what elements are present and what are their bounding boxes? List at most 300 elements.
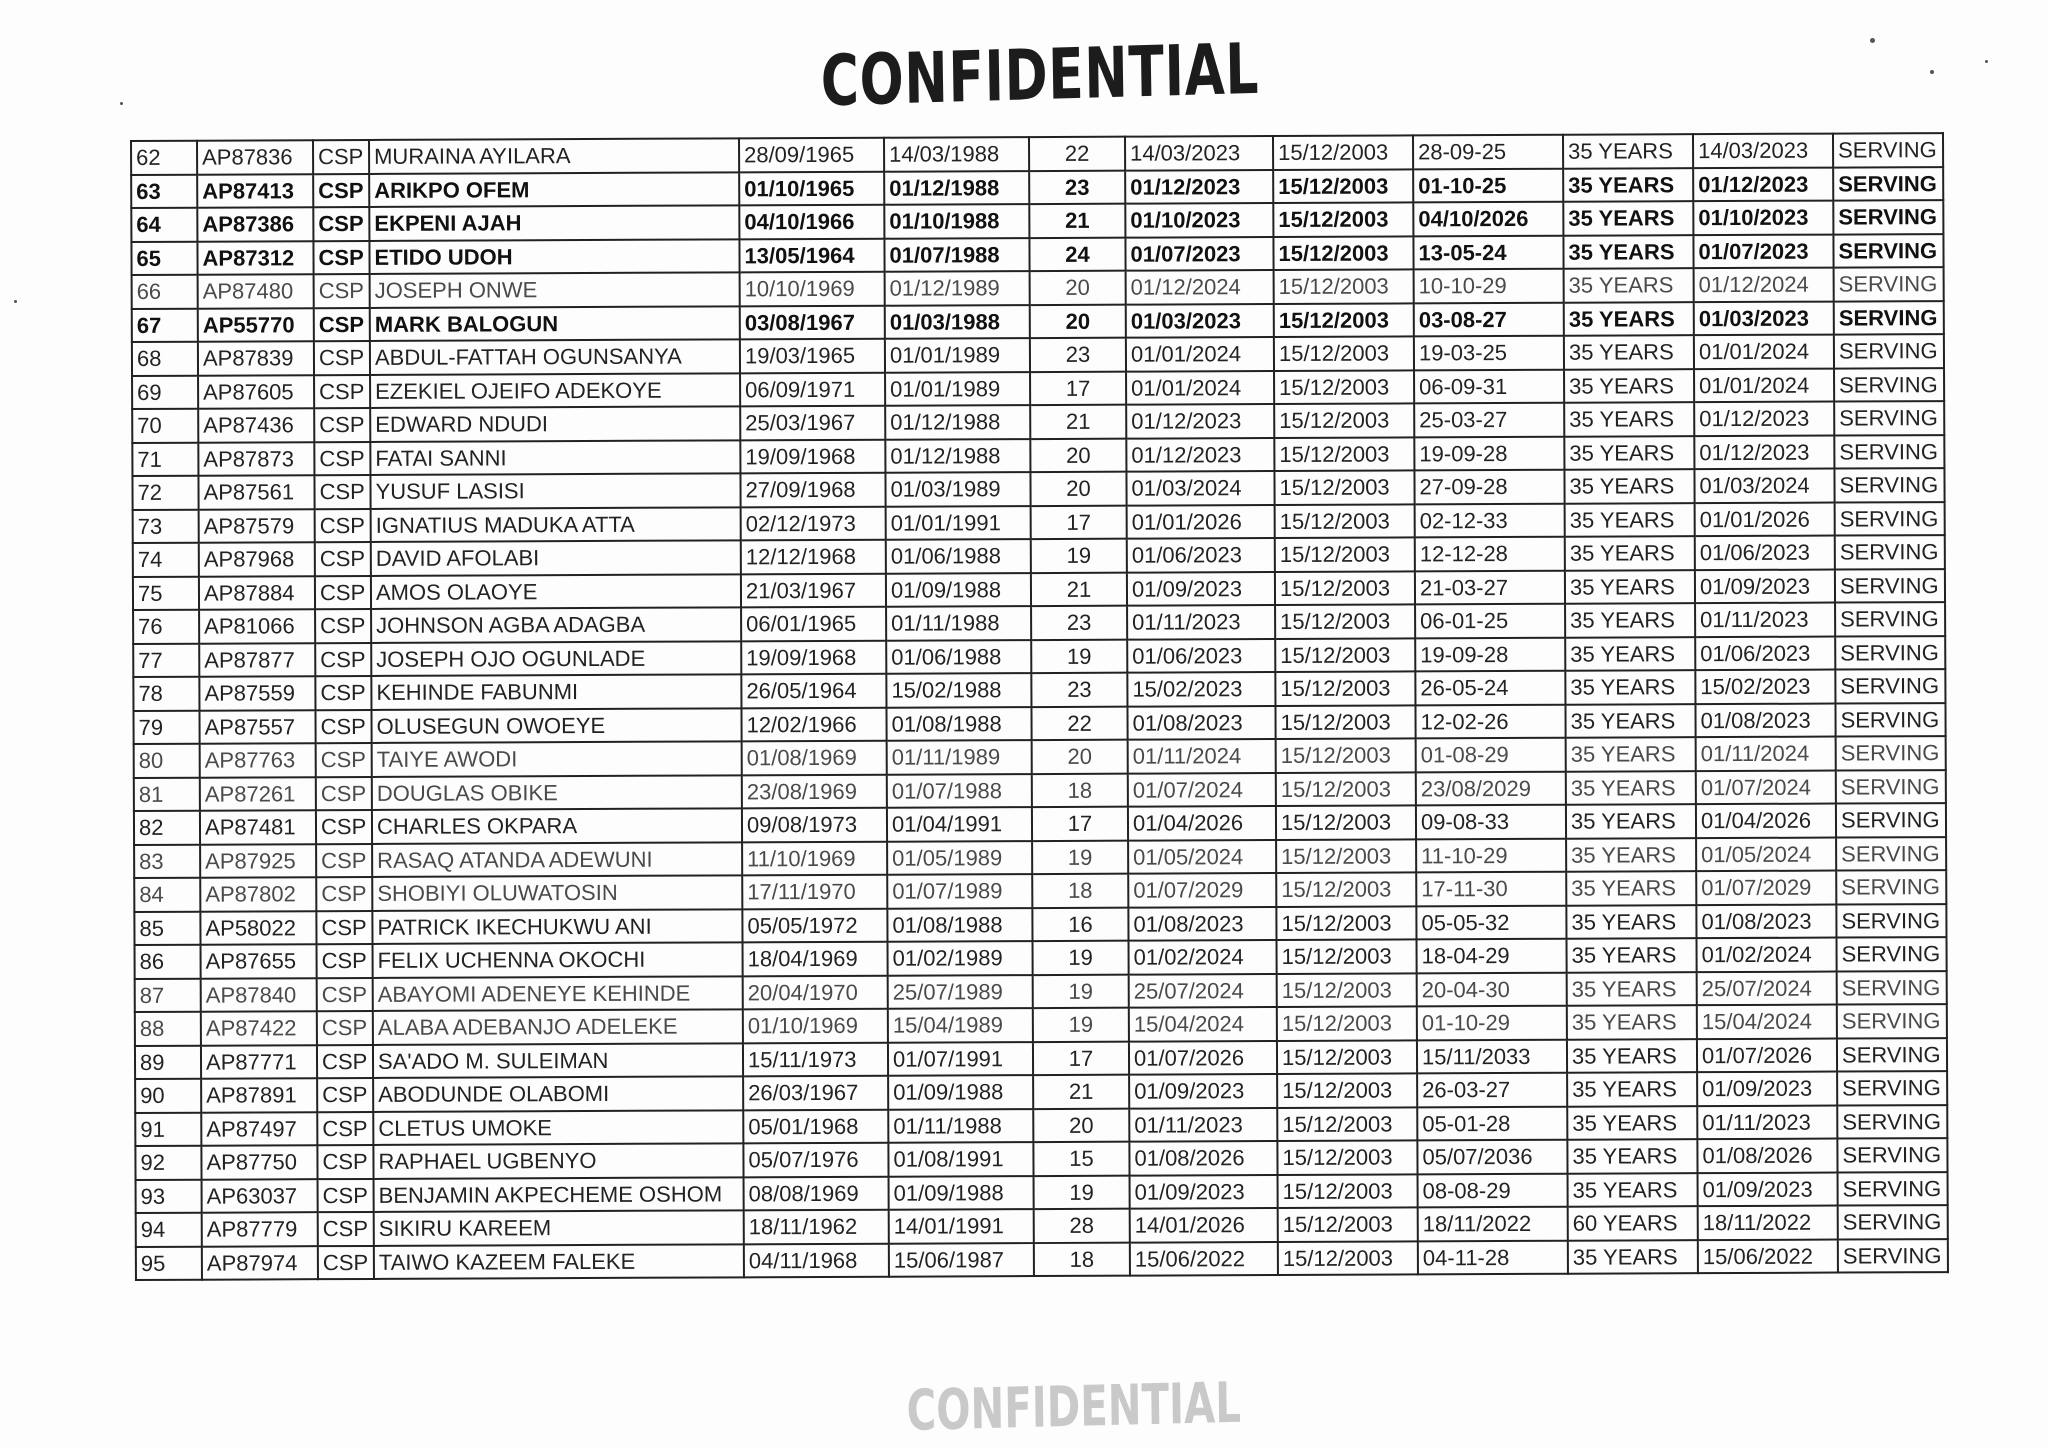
years-cell: 24 bbox=[1029, 237, 1125, 271]
date-of-enlistment-cell: 01/08/1988 bbox=[887, 908, 1032, 942]
status-cell: SERVING bbox=[1838, 1172, 1948, 1206]
serial-number-cell: 94 bbox=[136, 1213, 202, 1247]
serial-number-cell: 79 bbox=[133, 710, 199, 744]
date-of-enlistment-cell: 14/03/1988 bbox=[884, 137, 1029, 171]
retirement-date-cell: 21-03-27 bbox=[1415, 570, 1565, 604]
date-cell: 15/12/2003 bbox=[1273, 135, 1413, 169]
rank-cell: CSP bbox=[315, 609, 371, 643]
date-of-birth-cell: 28/09/1965 bbox=[739, 138, 884, 172]
date-cell: 15/12/2003 bbox=[1276, 738, 1416, 772]
service-term-cell: 35 YEARS bbox=[1564, 302, 1694, 336]
status-cell: SERVING bbox=[1837, 1138, 1947, 1172]
date-of-birth-cell: 15/11/1973 bbox=[743, 1042, 888, 1076]
date-of-enlistment-cell: 01/08/1991 bbox=[888, 1142, 1033, 1176]
service-term-cell: 35 YEARS bbox=[1564, 335, 1694, 369]
exit-date-cell: 01/07/2024 bbox=[1696, 770, 1836, 804]
ap-number-cell: AP81066 bbox=[199, 609, 315, 643]
serial-number-cell: 77 bbox=[133, 643, 199, 677]
serial-number-cell: 83 bbox=[134, 844, 200, 878]
status-cell: SERVING bbox=[1836, 870, 1946, 904]
officer-name-cell: ALABA ADEBANJO ADELEKE bbox=[373, 1009, 743, 1044]
officer-name-cell: IGNATIUS MADUKA ATTA bbox=[371, 507, 741, 542]
date-of-birth-cell: 09/08/1973 bbox=[742, 808, 887, 842]
date-of-birth-cell: 19/03/1965 bbox=[740, 339, 885, 373]
service-term-cell: 60 YEARS bbox=[1568, 1206, 1698, 1240]
serial-number-cell: 81 bbox=[134, 777, 200, 811]
service-term-cell: 35 YEARS bbox=[1563, 168, 1693, 202]
date-cell: 15/12/2003 bbox=[1278, 1207, 1418, 1241]
years-cell: 17 bbox=[1032, 807, 1128, 841]
service-term-cell: 35 YEARS bbox=[1566, 838, 1696, 872]
ap-number-cell: AP87481 bbox=[200, 810, 316, 844]
date-cell: 15/12/2003 bbox=[1275, 537, 1415, 571]
retirement-date-cell: 23/08/2029 bbox=[1416, 771, 1566, 805]
date-of-enlistment-cell: 01/10/1988 bbox=[884, 204, 1029, 238]
table-row bbox=[136, 1239, 1948, 1280]
ap-number-cell: AP63037 bbox=[202, 1179, 318, 1213]
date-cell: 15/12/2003 bbox=[1275, 705, 1415, 739]
date-cell: 01/06/2023 bbox=[1127, 538, 1275, 572]
date-cell: 01/09/2023 bbox=[1127, 572, 1275, 606]
service-term-cell: 35 YEARS bbox=[1567, 1072, 1697, 1106]
rank-cell: CSP bbox=[313, 140, 369, 174]
rank-cell: CSP bbox=[314, 408, 370, 442]
date-of-enlistment-cell: 01/12/1989 bbox=[885, 271, 1030, 305]
date-of-birth-cell: 11/10/1969 bbox=[742, 841, 887, 875]
date-of-birth-cell: 26/05/1964 bbox=[741, 674, 886, 708]
ap-number-cell: AP87771 bbox=[201, 1045, 317, 1079]
years-cell: 17 bbox=[1030, 371, 1126, 405]
rank-cell: CSP bbox=[317, 977, 373, 1011]
date-cell: 15/12/2003 bbox=[1277, 973, 1417, 1007]
officer-name-cell: JOSEPH ONWE bbox=[370, 272, 740, 307]
date-of-birth-cell: 12/12/1968 bbox=[741, 540, 886, 574]
service-term-cell: 35 YEARS bbox=[1563, 235, 1693, 269]
service-term-cell: 35 YEARS bbox=[1567, 1106, 1697, 1140]
exit-date-cell: 01/01/2024 bbox=[1694, 335, 1834, 369]
ap-number-cell: AP87925 bbox=[200, 844, 316, 878]
retirement-date-cell: 08-08-29 bbox=[1418, 1173, 1568, 1207]
retirement-date-cell: 02-12-33 bbox=[1415, 503, 1565, 537]
date-cell: 25/07/2024 bbox=[1129, 974, 1277, 1008]
exit-date-cell: 01/09/2023 bbox=[1697, 1072, 1837, 1106]
service-term-cell: 35 YEARS bbox=[1565, 536, 1695, 570]
years-cell: 15 bbox=[1033, 1142, 1129, 1176]
date-cell: 14/03/2023 bbox=[1125, 136, 1273, 170]
years-cell: 23 bbox=[1029, 170, 1125, 204]
status-cell: SERVING bbox=[1833, 133, 1943, 167]
ap-number-cell: AP87974 bbox=[202, 1246, 318, 1280]
officer-name-cell: PATRICK IKECHUKWU ANI bbox=[372, 909, 742, 944]
date-cell: 15/12/2003 bbox=[1276, 872, 1416, 906]
date-of-enlistment-cell: 01/09/1988 bbox=[888, 1075, 1033, 1109]
ap-number-cell: AP87579 bbox=[199, 509, 315, 543]
retirement-date-cell: 03-08-27 bbox=[1414, 302, 1564, 336]
years-cell: 18 bbox=[1032, 874, 1128, 908]
rank-cell: CSP bbox=[316, 776, 372, 810]
years-cell: 19 bbox=[1033, 1008, 1129, 1042]
status-cell: SERVING bbox=[1835, 703, 1945, 737]
date-cell: 15/12/2003 bbox=[1276, 839, 1416, 873]
date-cell: 15/12/2003 bbox=[1274, 269, 1414, 303]
officer-name-cell: FELIX UCHENNA OKOCHI bbox=[373, 942, 743, 977]
date-of-enlistment-cell: 01/01/1991 bbox=[886, 506, 1031, 540]
date-of-enlistment-cell: 01/09/1988 bbox=[889, 1176, 1034, 1210]
status-cell: SERVING bbox=[1834, 368, 1944, 402]
retirement-date-cell: 17-11-30 bbox=[1416, 872, 1566, 906]
date-of-birth-cell: 06/09/1971 bbox=[740, 372, 885, 406]
status-cell: SERVING bbox=[1834, 267, 1944, 301]
date-of-birth-cell: 13/05/1964 bbox=[739, 238, 884, 272]
stamp-bar-left bbox=[813, 42, 814, 120]
date-cell: 15/12/2003 bbox=[1277, 1107, 1417, 1141]
rank-cell: CSP bbox=[317, 1145, 373, 1179]
retirement-date-cell: 09-08-33 bbox=[1416, 805, 1566, 839]
date-cell: 14/01/2026 bbox=[1130, 1208, 1278, 1242]
date-cell: 15/12/2003 bbox=[1276, 805, 1416, 839]
status-cell: SERVING bbox=[1837, 971, 1947, 1005]
rank-cell: CSP bbox=[314, 307, 370, 341]
date-cell: 15/12/2003 bbox=[1278, 1241, 1418, 1275]
status-cell: SERVING bbox=[1834, 468, 1944, 502]
years-cell: 20 bbox=[1030, 472, 1126, 506]
rank-cell: CSP bbox=[313, 207, 369, 241]
status-cell: SERVING bbox=[1835, 502, 1945, 536]
status-cell: SERVING bbox=[1835, 669, 1945, 703]
status-cell: SERVING bbox=[1837, 1038, 1947, 1072]
date-of-birth-cell: 20/04/1970 bbox=[743, 975, 888, 1009]
years-cell: 17 bbox=[1031, 505, 1127, 539]
date-cell: 01/11/2023 bbox=[1129, 1108, 1277, 1142]
date-of-enlistment-cell: 01/11/1989 bbox=[887, 740, 1032, 774]
ap-number-cell: AP87422 bbox=[201, 1011, 317, 1045]
service-term-cell: 35 YEARS bbox=[1567, 1039, 1697, 1073]
years-cell: 28 bbox=[1034, 1209, 1130, 1243]
officer-name-cell: OLUSEGUN OWOEYE bbox=[371, 708, 741, 743]
rank-cell: CSP bbox=[316, 810, 372, 844]
date-cell: 01/01/2024 bbox=[1126, 337, 1274, 371]
rank-cell: CSP bbox=[315, 642, 371, 676]
date-cell: 01/04/2026 bbox=[1128, 806, 1276, 840]
service-term-cell: 35 YEARS bbox=[1566, 905, 1696, 939]
date-cell: 01/03/2023 bbox=[1126, 304, 1274, 338]
date-of-enlistment-cell: 01/07/1991 bbox=[888, 1042, 1033, 1076]
rank-cell: CSP bbox=[313, 240, 369, 274]
date-of-birth-cell: 21/03/1967 bbox=[741, 573, 886, 607]
ap-number-cell: AP87891 bbox=[201, 1078, 317, 1112]
service-term-cell: 35 YEARS bbox=[1564, 402, 1694, 436]
date-cell: 15/12/2003 bbox=[1273, 169, 1413, 203]
status-cell: SERVING bbox=[1835, 636, 1945, 670]
rank-cell: CSP bbox=[313, 173, 369, 207]
date-of-enlistment-cell: 01/01/1989 bbox=[885, 372, 1030, 406]
retirement-date-cell: 05-05-32 bbox=[1416, 905, 1566, 939]
officer-name-cell: BENJAMIN AKPECHEME OSHOM bbox=[374, 1177, 744, 1212]
years-cell: 19 bbox=[1034, 1175, 1130, 1209]
exit-date-cell: 01/10/2023 bbox=[1693, 201, 1833, 235]
retirement-date-cell: 12-12-28 bbox=[1415, 537, 1565, 571]
retirement-date-cell: 01-10-25 bbox=[1413, 168, 1563, 202]
date-cell: 01/11/2024 bbox=[1128, 739, 1276, 773]
service-term-cell: 35 YEARS bbox=[1566, 804, 1696, 838]
retirement-date-cell: 01-08-29 bbox=[1416, 738, 1566, 772]
years-cell: 19 bbox=[1032, 840, 1128, 874]
date-of-birth-cell: 01/08/1969 bbox=[742, 741, 887, 775]
service-term-cell: 35 YEARS bbox=[1564, 369, 1694, 403]
retirement-date-cell: 25-03-27 bbox=[1414, 403, 1564, 437]
date-of-birth-cell: 17/11/1970 bbox=[742, 875, 887, 909]
status-cell: SERVING bbox=[1834, 401, 1944, 435]
date-of-enlistment-cell: 01/07/1988 bbox=[884, 238, 1029, 272]
serial-number-cell: 64 bbox=[131, 208, 197, 242]
status-cell: SERVING bbox=[1835, 602, 1945, 636]
retirement-date-cell: 05-01-28 bbox=[1417, 1106, 1567, 1140]
officer-name-cell: ABAYOMI ADENEYE KEHINDE bbox=[373, 976, 743, 1011]
retirement-date-cell: 26-03-27 bbox=[1417, 1073, 1567, 1107]
date-cell: 01/03/2024 bbox=[1126, 471, 1274, 505]
date-cell: 01/06/2023 bbox=[1127, 639, 1275, 673]
ap-number-cell: AP87605 bbox=[198, 375, 314, 409]
date-cell: 15/12/2003 bbox=[1277, 939, 1417, 973]
exit-date-cell: 01/07/2029 bbox=[1696, 871, 1836, 905]
date-of-enlistment-cell: 01/11/1988 bbox=[888, 1109, 1033, 1143]
serial-number-cell: 67 bbox=[132, 308, 198, 342]
date-cell: 01/01/2024 bbox=[1126, 371, 1274, 405]
officer-name-cell: RASAQ ATANDA ADEWUNI bbox=[372, 842, 742, 877]
ap-number-cell: AP87802 bbox=[200, 877, 316, 911]
serial-number-cell: 86 bbox=[135, 945, 201, 979]
serial-number-cell: 73 bbox=[133, 509, 199, 543]
service-term-cell: 35 YEARS bbox=[1564, 469, 1694, 503]
years-cell: 21 bbox=[1033, 1075, 1129, 1109]
status-cell: SERVING bbox=[1833, 200, 1943, 234]
ap-number-cell: AP87480 bbox=[198, 274, 314, 308]
service-term-cell: 35 YEARS bbox=[1564, 268, 1694, 302]
date-of-enlistment-cell: 01/12/1988 bbox=[884, 171, 1029, 205]
exit-date-cell: 01/11/2023 bbox=[1695, 603, 1835, 637]
date-cell: 01/09/2023 bbox=[1129, 1074, 1277, 1108]
ap-number-cell: AP87655 bbox=[201, 944, 317, 978]
years-cell: 19 bbox=[1031, 639, 1127, 673]
date-of-birth-cell: 05/01/1968 bbox=[743, 1109, 888, 1143]
date-cell: 15/12/2003 bbox=[1275, 504, 1415, 538]
serial-number-cell: 82 bbox=[134, 811, 200, 845]
date-of-birth-cell: 10/10/1969 bbox=[740, 272, 885, 306]
rank-cell: CSP bbox=[316, 843, 372, 877]
date-cell: 15/12/2003 bbox=[1277, 1006, 1417, 1040]
date-cell: 15/12/2003 bbox=[1275, 604, 1415, 638]
officer-name-cell: ETIDO UDOH bbox=[369, 239, 739, 274]
years-cell: 23 bbox=[1031, 673, 1127, 707]
ap-number-cell: AP87312 bbox=[197, 241, 313, 275]
years-cell: 18 bbox=[1032, 773, 1128, 807]
date-cell: 01/01/2026 bbox=[1127, 505, 1275, 539]
serial-number-cell: 62 bbox=[131, 141, 197, 175]
status-cell: SERVING bbox=[1837, 1004, 1947, 1038]
rank-cell: CSP bbox=[316, 743, 372, 777]
serial-number-cell: 91 bbox=[135, 1112, 201, 1146]
ap-number-cell: AP87413 bbox=[197, 174, 313, 208]
service-term-cell: 35 YEARS bbox=[1568, 1173, 1698, 1207]
rank-cell: CSP bbox=[316, 877, 372, 911]
rank-cell: CSP bbox=[317, 1044, 373, 1078]
stamp-text-top: CONFIDENTIAL bbox=[820, 27, 1260, 123]
date-cell: 01/07/2029 bbox=[1128, 873, 1276, 907]
rank-cell: CSP bbox=[316, 910, 372, 944]
retirement-date-cell: 19-09-28 bbox=[1415, 637, 1565, 671]
exit-date-cell: 01/09/2023 bbox=[1698, 1172, 1838, 1206]
officer-name-cell: KEHINDE FABUNMI bbox=[371, 674, 741, 709]
status-cell: SERVING bbox=[1836, 937, 1946, 971]
date-cell: 01/07/2024 bbox=[1128, 773, 1276, 807]
rank-cell: CSP bbox=[314, 274, 370, 308]
date-cell: 15/12/2003 bbox=[1274, 303, 1414, 337]
date-of-enlistment-cell: 01/11/1988 bbox=[886, 606, 1031, 640]
retirement-date-cell: 13-05-24 bbox=[1413, 235, 1563, 269]
rank-cell: CSP bbox=[318, 1245, 374, 1279]
ap-number-cell: AP87436 bbox=[198, 408, 314, 442]
officer-roster-table bbox=[130, 132, 1949, 1281]
serial-number-cell: 65 bbox=[131, 241, 197, 275]
rank-cell: CSP bbox=[314, 475, 370, 509]
date-cell: 15/12/2003 bbox=[1276, 772, 1416, 806]
confidential-stamp-bottom bbox=[906, 1370, 1242, 1444]
officer-name-cell: JOHNSON AGBA ADAGBA bbox=[371, 607, 741, 642]
officer-name-cell: EZEKIEL OJEIFO ADEKOYE bbox=[370, 373, 740, 408]
service-term-cell: 35 YEARS bbox=[1565, 704, 1695, 738]
date-cell: 15/06/2022 bbox=[1130, 1242, 1278, 1276]
serial-number-cell: 92 bbox=[135, 1146, 201, 1180]
exit-date-cell: 01/03/2024 bbox=[1694, 469, 1834, 503]
ap-number-cell: AP87750 bbox=[201, 1145, 317, 1179]
date-cell: 01/12/2023 bbox=[1126, 404, 1274, 438]
retirement-date-cell: 05/07/2036 bbox=[1417, 1140, 1567, 1174]
status-cell: SERVING bbox=[1838, 1239, 1948, 1273]
retirement-date-cell: 19-03-25 bbox=[1414, 336, 1564, 370]
ap-number-cell: AP87839 bbox=[198, 341, 314, 375]
confidential-stamp-top bbox=[820, 27, 1260, 123]
date-cell: 01/02/2024 bbox=[1129, 940, 1277, 974]
date-of-enlistment-cell: 01/01/1989 bbox=[885, 338, 1030, 372]
serial-number-cell: 76 bbox=[133, 610, 199, 644]
officer-name-cell: CLETUS UMOKE bbox=[373, 1110, 743, 1145]
status-cell: SERVING bbox=[1836, 803, 1946, 837]
date-of-enlistment-cell: 01/02/1989 bbox=[888, 941, 1033, 975]
rank-cell: CSP bbox=[315, 676, 371, 710]
retirement-date-cell: 11-10-29 bbox=[1416, 838, 1566, 872]
ap-number-cell: AP87261 bbox=[200, 777, 316, 811]
exit-date-cell: 01/06/2023 bbox=[1695, 536, 1835, 570]
date-of-birth-cell: 23/08/1969 bbox=[742, 774, 887, 808]
officer-name-cell: JOSEPH OJO OGUNLADE bbox=[371, 641, 741, 676]
date-of-birth-cell: 27/09/1968 bbox=[740, 473, 885, 507]
officer-name-cell: ABODUNDE OLABOMI bbox=[373, 1076, 743, 1111]
serial-number-cell: 69 bbox=[132, 375, 198, 409]
date-cell: 01/09/2023 bbox=[1130, 1175, 1278, 1209]
serial-number-cell: 84 bbox=[134, 878, 200, 912]
exit-date-cell: 01/07/2026 bbox=[1697, 1038, 1837, 1072]
ap-number-cell: AP87968 bbox=[199, 542, 315, 576]
retirement-date-cell: 01-10-29 bbox=[1417, 1006, 1567, 1040]
officer-name-cell: TAIYE AWODI bbox=[372, 741, 742, 776]
retirement-date-cell: 15/11/2033 bbox=[1417, 1039, 1567, 1073]
officer-name-cell: SA'ADO M. SULEIMAN bbox=[373, 1043, 743, 1078]
date-of-birth-cell: 04/11/1968 bbox=[744, 1243, 889, 1277]
date-of-birth-cell: 01/10/1969 bbox=[743, 1009, 888, 1043]
status-cell: SERVING bbox=[1833, 234, 1943, 268]
date-of-enlistment-cell: 01/09/1988 bbox=[886, 573, 1031, 607]
status-cell: SERVING bbox=[1837, 1105, 1947, 1139]
retirement-date-cell: 19-09-28 bbox=[1414, 436, 1564, 470]
rank-cell: CSP bbox=[317, 1111, 373, 1145]
date-of-enlistment-cell: 25/07/1989 bbox=[888, 975, 1033, 1009]
exit-date-cell: 14/03/2023 bbox=[1693, 134, 1833, 168]
status-cell: SERVING bbox=[1838, 1205, 1948, 1239]
ap-number-cell: AP87877 bbox=[199, 643, 315, 677]
rank-cell: CSP bbox=[315, 508, 371, 542]
officer-name-cell: SIKIRU KAREEM bbox=[374, 1210, 744, 1245]
serial-number-cell: 93 bbox=[136, 1179, 202, 1213]
rank-cell: CSP bbox=[317, 1011, 373, 1045]
years-cell: 23 bbox=[1030, 338, 1126, 372]
service-term-cell: 35 YEARS bbox=[1563, 201, 1693, 235]
exit-date-cell: 01/11/2024 bbox=[1696, 737, 1836, 771]
date-of-enlistment-cell: 01/06/1988 bbox=[886, 640, 1031, 674]
scan-speck bbox=[1985, 60, 1988, 63]
date-cell: 15/12/2003 bbox=[1273, 202, 1413, 236]
date-cell: 15/12/2003 bbox=[1277, 1073, 1417, 1107]
ap-number-cell: AP87884 bbox=[199, 576, 315, 610]
serial-number-cell: 78 bbox=[133, 677, 199, 711]
officer-name-cell: EKPENI AJAH bbox=[369, 205, 739, 240]
date-of-enlistment-cell: 15/04/1989 bbox=[888, 1008, 1033, 1042]
exit-date-cell: 25/07/2024 bbox=[1697, 971, 1837, 1005]
exit-date-cell: 01/07/2023 bbox=[1693, 234, 1833, 268]
service-term-cell: 35 YEARS bbox=[1566, 737, 1696, 771]
ap-number-cell: AP87779 bbox=[202, 1212, 318, 1246]
exit-date-cell: 01/08/2023 bbox=[1696, 904, 1836, 938]
status-cell: SERVING bbox=[1835, 569, 1945, 603]
officer-name-cell: YUSUF LASISI bbox=[370, 473, 740, 508]
service-term-cell: 35 YEARS bbox=[1566, 938, 1696, 972]
serial-number-cell: 87 bbox=[135, 978, 201, 1012]
date-of-enlistment-cell: 01/12/1988 bbox=[885, 405, 1030, 439]
date-cell: 01/10/2023 bbox=[1125, 203, 1273, 237]
officer-name-cell: MURAINA AYILARA bbox=[369, 138, 739, 173]
service-term-cell: 35 YEARS bbox=[1565, 570, 1695, 604]
rank-cell: CSP bbox=[318, 1212, 374, 1246]
date-of-enlistment-cell: 01/03/1989 bbox=[885, 472, 1030, 506]
date-of-birth-cell: 26/03/1967 bbox=[743, 1076, 888, 1110]
serial-number-cell: 88 bbox=[135, 1012, 201, 1046]
status-cell: SERVING bbox=[1834, 334, 1944, 368]
date-of-birth-cell: 01/10/1965 bbox=[739, 171, 884, 205]
service-term-cell: 35 YEARS bbox=[1567, 972, 1697, 1006]
date-of-enlistment-cell: 15/02/1988 bbox=[886, 673, 1031, 707]
retirement-date-cell: 06-01-25 bbox=[1415, 604, 1565, 638]
date-cell: 01/12/2023 bbox=[1126, 438, 1274, 472]
officer-name-cell: FATAI SANNI bbox=[370, 440, 740, 475]
exit-date-cell: 01/03/2023 bbox=[1694, 301, 1834, 335]
years-cell: 20 bbox=[1033, 1108, 1129, 1142]
serial-number-cell: 95 bbox=[136, 1246, 202, 1280]
service-term-cell: 35 YEARS bbox=[1563, 134, 1693, 168]
date-of-enlistment-cell: 15/06/1987 bbox=[889, 1243, 1034, 1277]
date-of-birth-cell: 25/03/1967 bbox=[740, 406, 885, 440]
date-cell: 01/12/2023 bbox=[1125, 170, 1273, 204]
serial-number-cell: 63 bbox=[131, 174, 197, 208]
retirement-date-cell: 04/10/2026 bbox=[1413, 202, 1563, 236]
